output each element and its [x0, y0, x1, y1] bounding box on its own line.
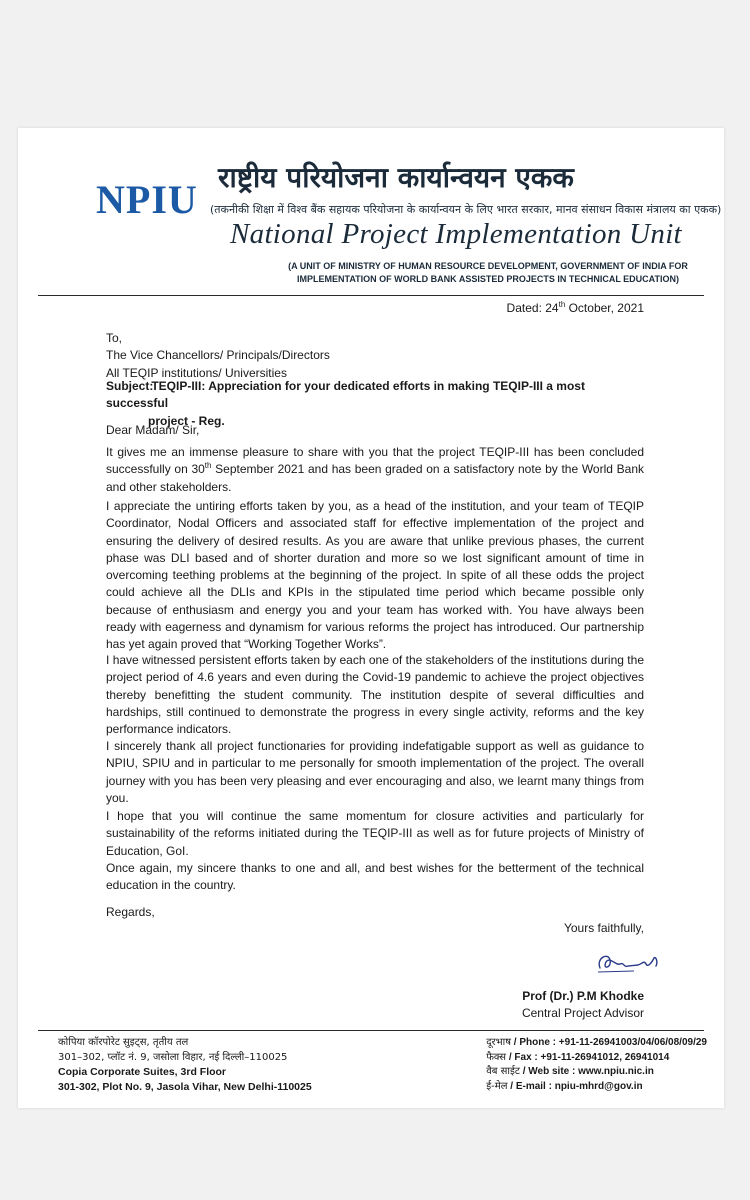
address-english-1: Copia Corporate Suites, 3rd Floor	[58, 1066, 227, 1078]
letter-page	[18, 128, 724, 1108]
header-divider	[38, 295, 704, 296]
date-rest: October, 2021	[565, 301, 644, 315]
subject-text-2: project - Reg.	[148, 413, 225, 428]
paragraph-4: I sincerely thank all project functionaries for providing indefatigable support as well as guidance to NPIU, SPIU and in particular to me personally for smooth implementation of the project. The overall journey with you has been very pleasing and ever encouraging and also, we learnt many things from you.	[106, 739, 644, 805]
date-suffix-sup: th	[558, 300, 566, 309]
recipient-block	[106, 330, 330, 382]
recipient-line-1: The Vice Chancellors/ Principals/Directors	[106, 348, 330, 363]
letterhead-title-hindi: राष्ट्रीय परियोजना कार्यान्वयन एकक	[218, 161, 574, 194]
date-prefix: Dated: 24	[506, 301, 559, 315]
letterhead-title-english: National Project Implementation Unit	[230, 218, 682, 250]
fax-hindi-label: फैक्स	[486, 1051, 507, 1063]
footer-email	[486, 1080, 707, 1095]
signer-title: Central Project Advisor	[521, 1006, 644, 1021]
footer-address	[58, 1036, 312, 1094]
closing: Yours faithfully,	[563, 921, 644, 935]
website-value: / Web site : www.npiu.nic.in	[519, 1066, 654, 1077]
phone-hindi-label: दूरभाष	[486, 1037, 512, 1048]
recipient-line-2: All TEQIP institutions/ Universities	[106, 365, 287, 380]
npiu-logo: NPIU	[96, 177, 198, 222]
unit-note-line-1: (A UNIT OF MINISTRY OF HUMAN RESOURCE DEVELOPMENT, GOVERNMENT OF INDIA FOR	[288, 261, 688, 271]
paragraph-1	[106, 444, 644, 496]
footer-divider	[38, 1030, 704, 1031]
signer-name: Prof (Dr.) P.M Khodke	[522, 989, 644, 1003]
paragraph-1-start: It gives me an immense pleasure to share with you that the project TEQIP-III has been concluded successfully on 30	[106, 445, 644, 477]
fax-value: / Fax : +91-11-26941012, 26941014	[506, 1051, 670, 1063]
website-hindi-label: वैब साईट	[486, 1066, 520, 1077]
email-hindi-label: ई-मेल	[486, 1080, 508, 1092]
recipient-to: To,	[106, 331, 123, 345]
address-hindi-2: 301–302, प्लॉट नं. 9, जसोला विहार, नई दिल्ली–110025	[58, 1051, 288, 1063]
paragraph-2: I appreciate the untiring efforts taken by you, as a head of the institution, and your team of TEQIP Coordinator, Nodal Officers and associated staff for effective implementation of the project and ensuring the delivery of desired results. As you are aware that unlike previous phases, the current phase was DLI based and of shorter duration and more so we lost significant amount of time in overcoming teething problems at the beginning of the project. In spite of all these odds the project could achieve all the DLIs and KPIs in the stipulated time period which became possible only because of enthusiasm and energy you and your team has worked with. You have always been ready with eagerness and dynamism for various reforms the project has introduced. Our partnership has yet again proved that “Working Together Works”.	[106, 499, 644, 652]
footer-website	[486, 1065, 707, 1080]
paragraph-5: I hope that you will continue the same momentum for closure activities and particularly for sustainability of the reforms initiated during the TEQIP-III as well as for future projects of Ministry of Education, GoI.	[106, 809, 644, 858]
paragraph-1-end: September 2021 and has been graded on a satisfactory note by the World Bank and other stakeholders.	[106, 462, 644, 494]
footer-fax	[486, 1051, 707, 1066]
unit-note-line-2: IMPLEMENTATION OF WORLD BANK ASSISTED PROJECTS IN TECHNICAL EDUCATION)	[297, 274, 679, 284]
address-hindi-1: कोपिया कॉरपोरेट सुइट्स, तृतीय तल	[58, 1037, 189, 1048]
letterhead-unit-note	[268, 260, 708, 286]
subject-text-1: TEQIP-III: Appreciation for your dedicated efforts in making TEQIP-III a most successful	[106, 379, 585, 411]
letter-date	[507, 300, 644, 317]
footer-phone	[486, 1036, 707, 1051]
email-value: / E-mail : npiu-mhrd@gov.in	[507, 1080, 643, 1092]
address-english-2: 301-302, Plot No. 9, Jasola Vihar, New Delhi-110025	[58, 1080, 312, 1093]
footer-contacts	[486, 1036, 707, 1094]
letterhead-subtitle-hindi: (तकनीकी शिक्षा में विश्व बैंक सहायक परियोजना के कार्यान्वयन के लिए भारत सरकार, मानव संसाधन विकास मंत्रालय का एकक)	[210, 203, 722, 216]
paragraph-6: Once again, my sincere thanks to one and all, and best wishes for the betterment of the technical education in the country.	[106, 861, 644, 893]
subject-label: Subject:	[106, 379, 154, 393]
salutation: Dear Madam/ Sir,	[106, 423, 200, 437]
phone-value: / Phone : +91-11-26941003/04/06/08/09/29	[511, 1037, 707, 1048]
regards: Regards,	[106, 905, 155, 919]
paragraph-1-sup: th	[204, 461, 212, 471]
signer-block	[522, 988, 644, 1023]
paragraph-3: I have witnessed persistent efforts taken by each one of the stakeholders of the institutions during the project period of 4.6 years and even during the Covid-19 pandemic to achieve the project objectives thereby benefitting the student community. The institution despite of several difficulties and hardships, still continued to demonstrate the progress in every single activity, reforms and the key performance indicators.	[106, 653, 644, 737]
signature-image	[594, 948, 664, 978]
